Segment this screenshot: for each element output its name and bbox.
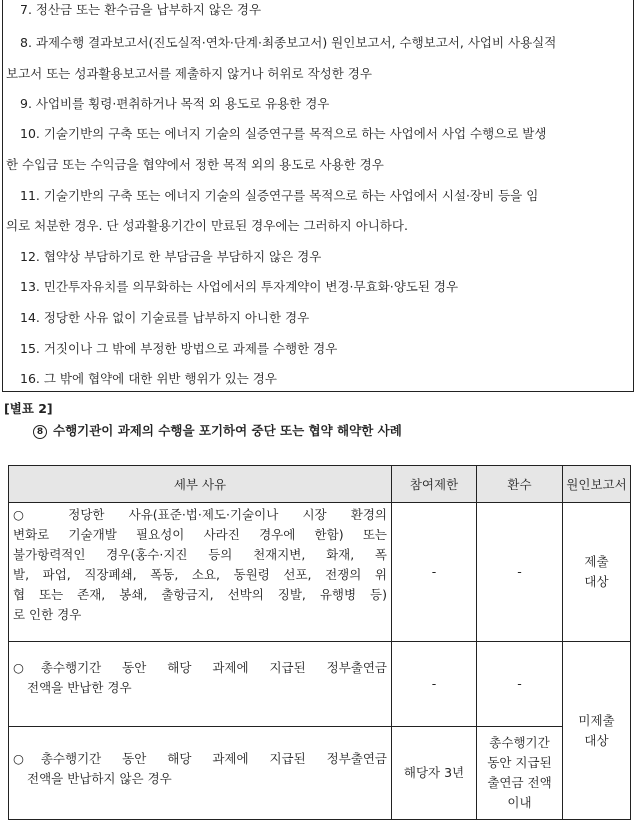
reason-cell <box>9 727 392 820</box>
list-item-11-line2: 의로 처분한 경우. 단 성과활용기간이 만료된 경우에는 그러하지 아니하다. <box>6 218 408 233</box>
header-report: 원인보고서 <box>563 466 631 503</box>
recovery-line: 동안 지급된 <box>487 755 552 770</box>
report-line: 제출 <box>584 554 609 569</box>
recovery-cell: - <box>477 503 563 642</box>
list-item-9: 9. 사업비를 횡령·편취하거나 목적 외 용도로 유용한 경우 <box>20 96 330 111</box>
reason-line: 발, 파업, 직장폐쇄, 폭동, 소요, 동원령 선포, 전쟁의 위 <box>13 567 387 582</box>
list-item-16: 16. 그 밖에 협약에 대한 위반 행위가 있는 경우 <box>20 371 277 386</box>
reason-line: 협 또는 존재, 봉쇄, 출항금지, 선박의 징발, 유행병 등) <box>13 587 387 602</box>
recovery-cell <box>477 727 563 820</box>
restriction-cell: - <box>392 503 477 642</box>
header-recovery: 환수 <box>477 466 563 503</box>
reason-line: ○ 정당한 사유(표준·법·제도·기술이나 시장 환경의 <box>13 507 387 522</box>
header-restriction: 참여제한 <box>392 466 477 503</box>
reason-cell <box>9 503 392 642</box>
reason-line: ○총수행기간 동안 해당 과제에 지급된 정부출연금 <box>13 751 387 766</box>
restriction-cell: 해당자 3년 <box>392 727 477 820</box>
list-item-13: 13. 민간투자유치를 의무화하는 사업에서의 투자계약이 변경·무효화·양도된 경우 <box>20 279 459 294</box>
reason-line: 전액을 반납하지 않은 경우 <box>27 771 172 786</box>
report-line: 대상 <box>584 574 609 589</box>
report-line: 미제출 <box>578 712 615 728</box>
rules-table <box>8 465 631 820</box>
reason-line: ○총수행기간 동안 해당 과제에 지급된 정부출연금 <box>13 660 387 675</box>
recovery-line: 이내 <box>507 795 532 810</box>
reason-line: 전액을 반납한 경우 <box>27 680 132 695</box>
recovery-line: 총수행기간 <box>489 735 550 750</box>
table-row <box>9 503 631 642</box>
list-item-14: 14. 정당한 사유 없이 기술료를 납부하지 아니한 경우 <box>20 310 310 325</box>
annex-title-text: 수행기관이 과제의 수행을 포기하여 중단 또는 협약 해약한 사례 <box>53 423 402 438</box>
restriction-cell: - <box>392 642 477 727</box>
recovery-line: 출연금 전액 <box>487 775 552 790</box>
list-item-12: 12. 협약상 부담하기로 한 부담금을 부담하지 않은 경우 <box>20 249 322 264</box>
reason-line: 불가항력적인 경우(홍수·지진 등의 천재지변, 화재, 폭 <box>13 547 387 562</box>
report-cell <box>563 503 631 642</box>
table-row <box>9 727 631 820</box>
list-item-8-line2: 보고서 또는 성과활용보고서를 제출하지 않거나 허위로 작성한 경우 <box>6 66 372 81</box>
report-line: 대상 <box>584 732 609 748</box>
annex-title <box>33 421 402 439</box>
list-item-10-line1: 10. 기술기반의 구축 또는 에너지 기술의 실증연구를 목적으로 하는 사업에서 사업 수행으로 발생 <box>20 126 547 141</box>
list-item-15: 15. 거짓이나 그 밖에 부정한 방법으로 과제를 수행한 경우 <box>20 341 338 356</box>
list-item-11-line1: 11. 기술기반의 구축 또는 에너지 기술의 실증연구를 목적으로 하는 사업에서 시설·장비 등을 임 <box>20 188 539 203</box>
recovery-cell: - <box>477 642 563 727</box>
header-reason: 세부 사유 <box>9 466 392 503</box>
list-item-8-line1: 8. 과제수행 결과보고서(진도실적·연차·단계·최종보고서) 원인보고서, 수행보고서, 사업비 사용실적 <box>20 35 557 50</box>
reason-line: 로 인한 경우 <box>13 607 82 622</box>
annex-label: [별표 2] <box>4 401 53 416</box>
reason-line: 변화로 기술개발 필요성이 사라진 경우에 한함) 또는 <box>13 527 387 542</box>
reason-cell <box>9 642 392 727</box>
report-cell <box>563 642 631 820</box>
circled-number-mark: 8 <box>33 425 47 439</box>
table-row <box>9 642 631 727</box>
list-item-10-line2: 한 수입금 또는 수익금을 협약에서 정한 목적 외의 용도로 사용한 경우 <box>6 157 384 172</box>
list-item-7: 7. 정산금 또는 환수금을 납부하지 않은 경우 <box>20 2 262 17</box>
